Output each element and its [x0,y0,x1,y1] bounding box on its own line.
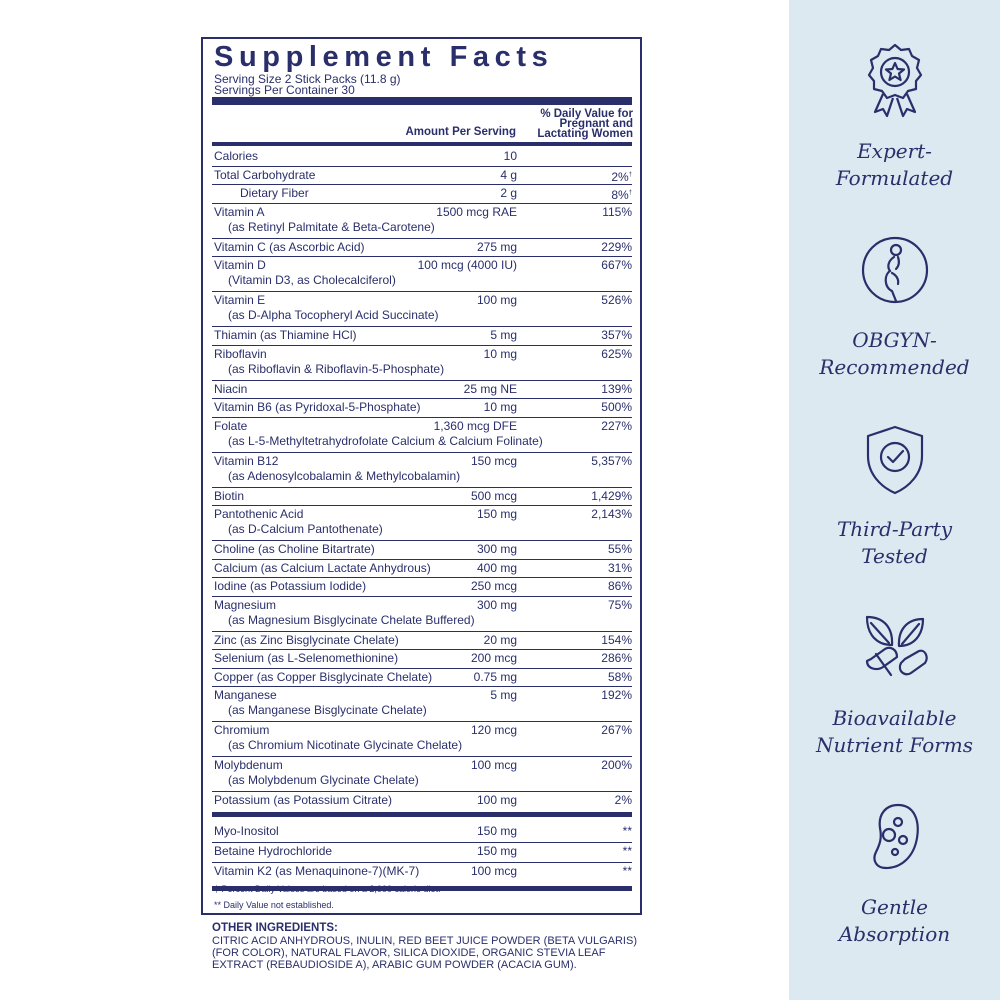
footnote-daily-values: † Percent Daily Values are based on a 2,000 calorie diet. [214,884,441,894]
nutrient-amount: 5 mg [490,688,517,702]
nutrient-row [212,686,632,720]
award-ribbon-icon [865,42,925,118]
badge-label: Gentle Absorption [838,895,951,946]
nutrient-row [212,577,632,595]
nutrient-daily-value: 357% [601,328,632,342]
nutrient-name: Dietary Fiber [240,186,309,200]
nutrient-row [212,417,632,451]
nutrient-daily-value: 526% [601,293,632,307]
nutrient-name: Magnesium [214,597,277,612]
nutrient-name: Niacin [214,381,248,396]
nutrient-name: Choline (as Choline Bitartrate) [214,542,375,556]
nutrient-amount: 0.75 mg [473,669,517,684]
header-daily-value: % Daily Value for Pregnant and Lactating Women [537,108,633,140]
nutrient-daily-value: 267% [601,723,632,737]
nutrient-row [212,631,632,649]
nutrient-daily-value: 31% [607,560,632,575]
other-ingredient-row [212,842,632,861]
stomach-icon [868,802,922,872]
badge-third-party-tested [789,424,1000,570]
nutrient-name: Zinc (as Zinc Bisglycinate Chelate) [214,632,399,647]
nutrient-row [212,398,632,416]
nutrient-row [212,184,632,202]
nutrient-row [212,540,632,558]
nutrient-amount: 300 mg [476,597,517,612]
nutrient-name: Copper (as Copper Bisglycinate Chelate) [214,669,433,684]
nutrient-row [212,380,632,398]
ingredient-daily-value: ** [622,863,632,878]
nutrient-amount: 300 mg [476,542,517,556]
other-ingredients-title: OTHER INGREDIENTS: [212,922,338,934]
footnote-not-established: ** Daily Value not established. [214,900,334,910]
nutrient-daily-value: 5,357% [591,453,632,468]
nutrient-name: Vitamin B6 (as Pyridoxal-5-Phosphate) [214,400,421,414]
nutrient-name: Potassium (as Potassium Citrate) [214,793,393,807]
nutrient-daily-value: 75% [607,597,632,612]
badge-label: OBGYN- Recommended [819,328,970,379]
nutrient-name: Manganese [214,688,277,702]
benefits-sidebar [789,0,1000,1000]
nutrient-row [212,559,632,577]
badge-label: Expert- Formulated [835,139,954,190]
nutrient-source: (as Chromium Nicotinate Glycinate Chelate) [228,738,463,752]
nutrient-row [212,505,632,539]
nutrient-amount: 200 mcg [470,651,517,665]
nutrient-daily-value: 625% [601,346,632,361]
ingredient-daily-value: ** [622,823,632,838]
nutrient-row [212,721,632,755]
ingredient-name: Myo-Inositol [214,823,279,838]
nutrient-amount: 100 mg [476,293,517,307]
nutrient-source: (Vitamin D3, as Cholecalciferol) [228,273,396,287]
badge-gentle-absorption [789,802,1000,948]
nutrient-amount: 100 mcg [470,758,517,772]
nutrient-name: Chromium [214,723,270,737]
nutrient-source: (as Magnesium Bisglycinate Chelate Buffered) [228,612,475,627]
badge-label: Bioavailable Nutrient Forms [815,706,974,757]
nutrient-name: Biotin [214,488,245,503]
thick-rule-header [212,142,632,146]
nutrient-row [212,791,632,809]
nutrient-name: Total Carbohydrate [214,167,316,182]
nutrient-daily-value: 192% [601,688,632,702]
nutrient-amount: 275 mg [476,239,517,254]
nutrient-row [212,291,632,325]
nutrient-amount: 10 [503,149,517,163]
nutrient-daily-value: 154% [601,632,632,647]
nutrient-amount: 500 mcg [470,488,517,503]
nutrient-amount: 10 mg [483,346,517,361]
nutrient-daily-value: 8%† [611,188,632,202]
ingredient-amount: 150 mg [476,823,517,838]
servings-per-container: Servings Per Container 30 [214,83,355,97]
nutrient-name: Pantothenic Acid [214,507,304,521]
ingredient-name: Vitamin K2 (as Menaquinone-7)(MK-7) [214,863,420,878]
nutrient-daily-value: 286% [601,651,632,665]
nutrient-daily-value: 227% [601,418,632,433]
nutrient-name: Riboflavin [214,346,267,361]
nutrient-amount: 1,360 mcg DFE [433,418,517,433]
shield-check-icon [863,424,927,496]
nutrient-row [212,203,632,237]
nutrient-amount: 5 mg [490,328,517,342]
badge-bioavailable-nutrient-forms [789,613,1000,759]
dagger-mark: † [628,190,632,196]
nutrient-daily-value: 58% [607,669,632,684]
nutrient-row [212,668,632,686]
nutrient-row [212,147,632,165]
nutrient-row [212,649,632,667]
nutrient-name: Selenium (as L-Selenomethionine) [214,651,399,665]
nutrient-daily-value: 139% [601,381,632,396]
nutrient-name: Iodine (as Potassium Iodide) [214,579,367,593]
nutrient-name: Folate [214,418,248,433]
nutrient-amount: 2 g [500,186,517,200]
nutrient-daily-value: 500% [601,400,632,414]
nutrient-row [212,487,632,505]
facts-title: Supplement Facts [214,41,554,73]
badge-label: Third-Party Tested [836,517,953,568]
nutrient-name: Vitamin E [214,293,266,307]
nutrient-name: Vitamin D [214,258,266,272]
nutrient-amount: 100 mg [476,793,517,807]
serving-size: Serving Size 2 Stick Packs (11.8 g) [214,72,401,86]
other-ingredient-row [212,822,632,841]
nutrient-name: Calories [214,149,259,163]
nutrient-daily-value: 200% [601,758,632,772]
nutrient-source: (as D-Alpha Tocopheryl Acid Succinate) [228,308,439,322]
nutrient-amount: 400 mg [476,560,517,575]
nutrient-daily-value: 55% [607,542,632,556]
thick-rule-middle [212,812,632,817]
nutrient-daily-value: 2%† [611,169,632,184]
nutrient-daily-value: 229% [601,239,632,254]
badge-obgyn-recommended [789,235,1000,381]
other-ingredient-row [212,862,632,881]
nutrient-source: (as Adenosylcobalamin & Methylcobalamin) [228,468,461,483]
nutrient-row [212,256,632,290]
nutrient-daily-value: 1,429% [591,488,632,503]
thick-rule-top [212,97,632,105]
other-ingredients-text: CITRIC ACID ANHYDROUS, INULIN, RED BEET JUICE POWDER (BETA VULGARIS) (FOR COLOR), NATURAL FLAVOR, SILICA DIOXIDE, ORGANIC STEVIA LEAF EXTRACT (REBAUDIOSIDE A), ARABIC GUM POWDER (ACACIA GUM). [212,935,637,971]
nutrient-source: (as D-Calcium Pantothenate) [228,522,383,536]
ingredient-name: Betaine Hydrochloride [214,843,333,858]
nutrient-source: (as Riboflavin & Riboflavin-5-Phosphate) [228,361,445,376]
nutrient-row [212,756,632,790]
nutrient-daily-value: 2,143% [591,507,632,521]
nutrient-name: Vitamin B12 [214,453,279,468]
ingredient-amount: 150 mg [476,843,517,858]
nutrient-amount: 10 mg [483,400,517,414]
nutrient-name: Vitamin C (as Ascorbic Acid) [214,239,365,254]
leaf-capsule-icon [859,613,931,685]
nutrient-name: Calcium (as Calcium Lactate Anhydrous) [214,560,431,575]
nutrient-amount: 100 mcg (4000 IU) [417,258,517,272]
nutrient-amount: 150 mcg [470,453,517,468]
nutrient-row [212,238,632,256]
nutrient-amount: 25 mg NE [463,381,517,396]
pregnant-woman-icon [860,235,930,305]
nutrient-amount: 250 mcg [470,579,517,593]
dagger-mark: † [628,171,632,178]
nutrient-row [212,166,632,184]
nutrient-source: (as Retinyl Palmitate & Beta-Carotene) [228,219,435,234]
nutrient-amount: 1500 mcg RAE [436,204,517,219]
nutrient-row [212,326,632,344]
nutrient-daily-value: 115% [602,204,632,219]
nutrient-name: Molybdenum [214,758,283,772]
supplement-facts-panel [201,37,642,915]
ingredient-amount: 100 mcg [470,863,517,878]
nutrient-amount: 4 g [500,167,517,182]
nutrient-row [212,345,632,379]
nutrient-amount: 120 mcg [470,723,517,737]
nutrient-amount: 20 mg [483,632,517,647]
nutrient-name: Thiamin (as Thiamine HCl) [214,328,357,342]
nutrient-daily-value: 2% [614,793,632,807]
nutrient-source: (as Molybdenum Glycinate Chelate) [228,773,419,787]
nutrient-daily-value: 86% [607,579,632,593]
nutrient-row [212,596,632,630]
ingredient-daily-value: ** [622,843,632,858]
nutrient-name: Vitamin A [214,204,265,219]
nutrient-daily-value: 667% [601,258,632,272]
nutrient-source: (as Manganese Bisglycinate Chelate) [228,703,427,717]
nutrient-row [212,452,632,486]
header-amount: Amount Per Serving [405,126,516,138]
nutrient-amount: 150 mg [476,507,517,521]
nutrient-source: (as L-5-Methyltetrahydrofolate Calcium & Calcium Folinate) [228,433,543,448]
badge-expert-formulated [789,42,1000,192]
